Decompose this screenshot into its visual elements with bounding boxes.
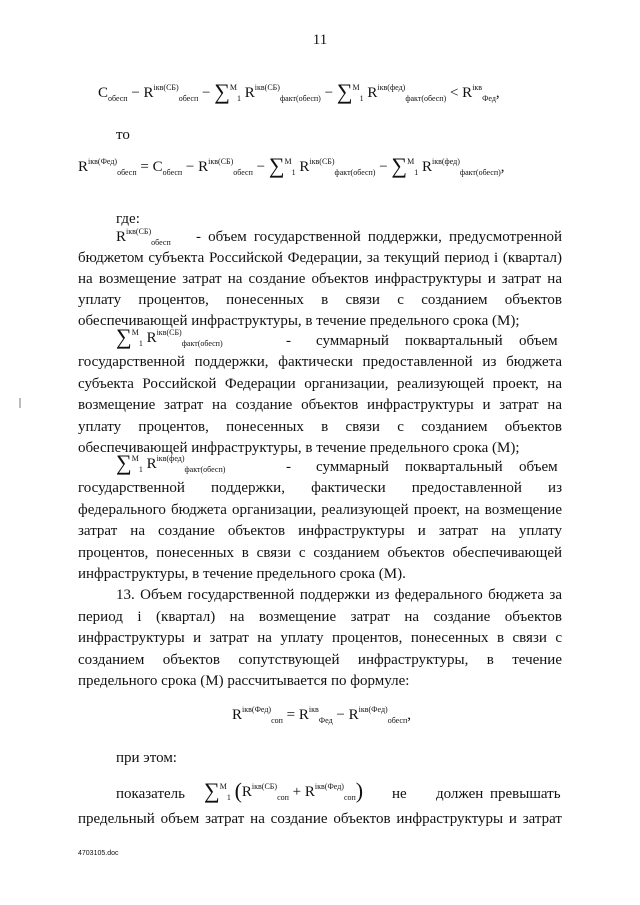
def2-word: суммарный <box>316 333 389 349</box>
indicator-word: не <box>392 786 407 802</box>
def3-line: государственной поддержки, фактически предоставленной из <box>78 480 562 496</box>
def1-line: обеспечивающей инфраструктуры, в течение предельного срока (М); <box>78 313 520 329</box>
def3-line: инфраструктуры, в течение предельного срока (М). <box>78 566 406 582</box>
def2-line: обеспечивающей инфраструктуры, в течение предельного срока (М); <box>78 440 520 456</box>
def2-line: субъекта Российской Федерации организации, реализующей проект, на <box>78 376 562 392</box>
scan-mark <box>19 398 21 408</box>
def3-word: поквартальный <box>405 459 503 475</box>
indicator-formula: ∑$^M_1$ $(R^{ікв(СБ)}_{соп} + R^{ікв(Фед)}_{соп})$ <box>204 778 364 803</box>
def2-dash: - <box>286 333 291 349</box>
page-number: 11 <box>312 32 328 48</box>
word-meanwhile: при этом: <box>116 750 177 766</box>
def3-dash: - <box>286 459 291 475</box>
def1-first-line: - объем государственной поддержки, предусмотренной <box>196 229 562 245</box>
formula-related-support: $R^{ікв(Фед)}_{соп} = R^{ікв}_{Фед} - R^{ікв(Фед)}_{обесп}$, <box>232 705 411 725</box>
indicator-word: превышать <box>490 786 561 802</box>
def2-symbol: ∑$^M_1$ $R^{ікв(СБ)}_{факт(обесп)}$ <box>116 324 223 349</box>
def2-line: возмещение затрат на создание объектов инфраструктуры и затрат на <box>78 397 562 413</box>
def3-line: федерального бюджета организации, реализующей проект, на возмещение <box>78 502 562 518</box>
def2-line: государственной поддержки, фактически предоставленной из бюджета <box>78 354 562 370</box>
indicator-word: показатель <box>116 786 185 802</box>
def1-line: бюджетом субъекта Российской Федерации, за текущий период і (квартал) <box>78 250 562 266</box>
word-where: где: <box>116 211 140 227</box>
para13-line: созданием объектов сопутствующей инфраструктуры, в течение <box>78 652 562 668</box>
def3-line: затрат на создание объектов инфраструктуры и затрат на уплату <box>78 523 562 539</box>
formula-condition: $C_{обесп} - R^{ікв(СБ)}_{обесп} - \sum^M_1$ $R^{ікв(СБ)}_{факт(обесп)} - \sum^M_1$ $R^{ікв(фед)}_{факт(обесп)} < R^{ікв}_{Фед}$, <box>98 79 500 104</box>
para13-line: предельного срока (М) рассчитывается по формуле: <box>78 673 410 689</box>
def1-line: на возмещение затрат на создание объектов инфраструктуры и затрат на <box>78 271 562 287</box>
para13-line: период і (квартал) на возмещение затрат на создание объектов <box>78 609 562 625</box>
para13-line: инфраструктуры и затрат на уплату процентов, понесенных в связи с <box>78 630 562 646</box>
para13-first-line: 13. Объем государственной поддержки из федерального бюджета за <box>116 587 562 603</box>
def3-line: процентов, понесенных в связи с созданием объектов обеспечивающей <box>78 545 562 561</box>
def3-word: объем <box>519 459 558 475</box>
def3-word: суммарный <box>316 459 389 475</box>
def1-symbol: $R^{ікв(СБ)}_{обесп}$ <box>116 227 171 247</box>
footer-filename: 4703105.doc <box>78 850 119 857</box>
def2-word: объем <box>519 333 558 349</box>
last-line: предельный объем затрат на создание объектов инфраструктуры и затрат <box>78 811 562 827</box>
formula-federal-support: $R^{ікв(Фед)}_{обесп} = C_{обесп} - R^{ікв(СБ)}_{обесп} - \sum^M_1$ $R^{ікв(СБ)}_{факт(обесп)} - \sum^M_1$ $R^{ікв(фед)}_{факт(обесп)}$, <box>78 153 505 178</box>
def3-symbol: ∑$^M_1$ $R^{ікв(фед)}_{факт(обесп)}$ <box>116 450 226 475</box>
def2-line: уплату процентов, понесенных в связи с созданием объектов <box>78 419 562 435</box>
indicator-word: должен <box>436 786 484 802</box>
def1-line: уплату процентов, понесенных в связи с созданием объектов <box>78 292 562 308</box>
word-then: то <box>116 127 130 143</box>
def2-word: поквартальный <box>405 333 503 349</box>
